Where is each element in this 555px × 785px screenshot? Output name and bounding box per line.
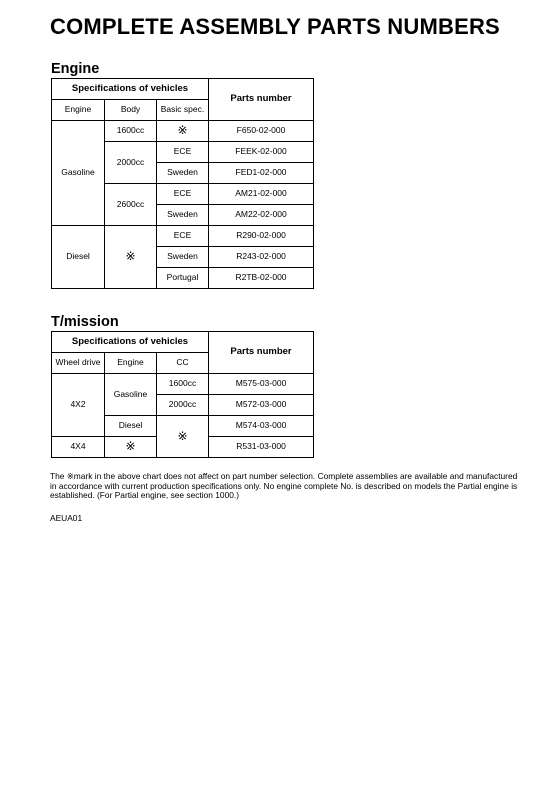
parts-number-header: Parts number bbox=[209, 79, 314, 121]
col-cc-header: CC bbox=[157, 353, 209, 374]
basic-spec-cell: Sweden bbox=[157, 163, 209, 184]
body-1600-cell: 1600cc bbox=[105, 121, 157, 142]
basic-spec-cell: Sweden bbox=[157, 205, 209, 226]
basic-spec-cell: ※ bbox=[157, 121, 209, 142]
tmission-section-heading: T/mission bbox=[51, 314, 119, 330]
basic-spec-cell: Sweden bbox=[157, 247, 209, 268]
tm-engine-diesel-cell: Diesel bbox=[105, 416, 157, 437]
parts-number-cell: R2TB-02-000 bbox=[209, 268, 314, 289]
engine-parts-table bbox=[51, 78, 314, 289]
parts-number-cell: M572-03-000 bbox=[209, 395, 314, 416]
basic-spec-cell: ECE bbox=[157, 226, 209, 247]
col-engine-header: Engine bbox=[52, 100, 105, 121]
parts-number-cell: M574-03-000 bbox=[209, 416, 314, 437]
engine-section-heading: Engine bbox=[51, 61, 100, 77]
parts-number-cell: R531-03-000 bbox=[209, 437, 314, 458]
col-basic-spec-header: Basic spec. bbox=[157, 100, 209, 121]
col-wheel-drive-header: Wheel drive bbox=[52, 353, 105, 374]
parts-number-cell: M575-03-000 bbox=[209, 374, 314, 395]
document-code: AEUA01 bbox=[50, 513, 83, 523]
engine-gasoline-cell: Gasoline bbox=[52, 121, 105, 226]
parts-number-cell: FED1-02-000 bbox=[209, 163, 314, 184]
spec-header: Specifications of vehicles bbox=[52, 332, 209, 353]
cc-mark-cell: ※ bbox=[157, 416, 209, 458]
page-title: COMPLETE ASSEMBLY PARTS NUMBERS bbox=[50, 14, 500, 39]
parts-number-cell: AM21-02-000 bbox=[209, 184, 314, 205]
parts-number-cell: F650-02-000 bbox=[209, 121, 314, 142]
basic-spec-cell: ECE bbox=[157, 142, 209, 163]
col-engine-header: Engine bbox=[105, 353, 157, 374]
footnote: The ※mark in the above chart does not affect on part number selection. Complete assemblies are available and manufactured in accordance with current production specifications only. No engine complete No. is described on models the Partial engine is established. (For Partial engine, see section 1000.) bbox=[50, 471, 518, 501]
engine-diesel-cell: Diesel bbox=[52, 226, 105, 289]
cc-cell: 2000cc bbox=[157, 395, 209, 416]
col-body-header: Body bbox=[105, 100, 157, 121]
body-mark-cell: ※ bbox=[105, 226, 157, 289]
tmission-parts-table bbox=[51, 331, 314, 458]
basic-spec-cell: Portugal bbox=[157, 268, 209, 289]
cc-cell: 1600cc bbox=[157, 374, 209, 395]
spec-header: Specifications of vehicles bbox=[52, 79, 209, 100]
parts-number-header: Parts number bbox=[209, 332, 314, 374]
tm-engine-mark-cell: ※ bbox=[105, 437, 157, 458]
wheel-drive-4x2-cell: 4X2 bbox=[52, 374, 105, 437]
parts-number-cell: FEEK-02-000 bbox=[209, 142, 314, 163]
parts-number-cell: R243-02-000 bbox=[209, 247, 314, 268]
body-2600-cell: 2600cc bbox=[105, 184, 157, 226]
body-2000-cell: 2000cc bbox=[105, 142, 157, 184]
wheel-drive-4x4-cell: 4X4 bbox=[52, 437, 105, 458]
parts-number-cell: R290-02-000 bbox=[209, 226, 314, 247]
basic-spec-cell: ECE bbox=[157, 184, 209, 205]
tm-engine-gasoline-cell: Gasoline bbox=[105, 374, 157, 416]
parts-number-cell: AM22-02-000 bbox=[209, 205, 314, 226]
